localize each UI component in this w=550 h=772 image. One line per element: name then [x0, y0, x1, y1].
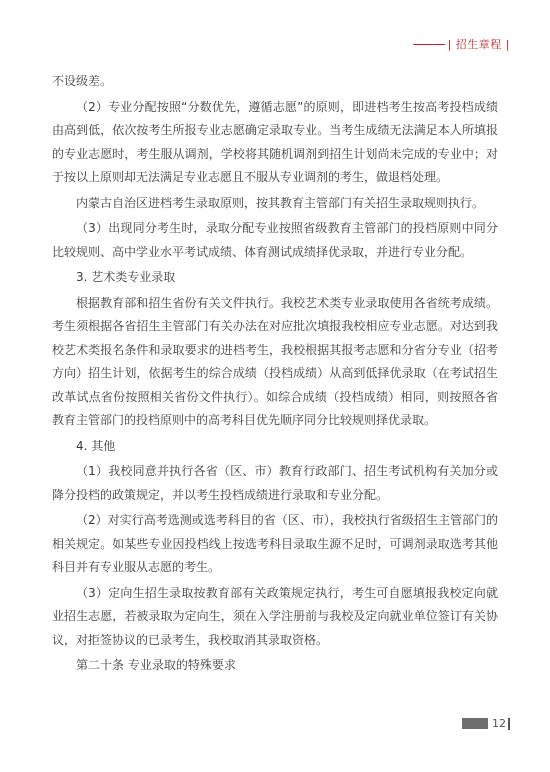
body-text — [52, 70, 498, 680]
section-heading-other: 4. 其他 — [76, 438, 116, 453]
running-header — [413, 36, 510, 52]
paragraph-art-admission: 根据教育部和招生省份有关文件执行。我校艺术类专业录取使用各省统考成绩。考生须根据各省招生主管部门有关办法在对应批次填报我校相应专业志愿。对达到我校艺术类报名条件和录取要求的进档考生，我校根据其报考志愿和分省分专业（招考方向）招生计划，依据考生的综合成绩（投档成绩）从高到低择优录取（在考试招生改革试点省份按照相关省份文件执行）。如综合成绩（投档成绩）相同，则按照各省教育主管部门的投档原则中的高考科目优先顺序同分比较规则择优录取。 — [52, 295, 498, 427]
paragraph-elective-subjects: （2）对实行高考选测或选考科目的省（区、市），我校执行省级招生主管部门的相关规定。如某些专业因投档线上按选考科目录取生源不足时，可调剂录取选考其他科目并有专业服从志愿的考生。 — [52, 513, 498, 574]
section-heading-art: 3. 艺术类专业录取 — [76, 270, 176, 284]
paragraph-inner-mongolia: 内蒙古自治区进档考生录取原则，按其教育主管部门有关招生录取规则执行。 — [76, 195, 485, 210]
header-label: | 招生章程 | — [447, 38, 510, 51]
article-heading-20: 第二十条 专业录取的特殊要求 — [76, 658, 236, 672]
paragraph-bonus-points: （1）我校同意并执行各省（区、市）教育行政部门、招生考试机构有关加分或降分投档的政策规定，并以考生投档成绩进行录取和专业分配。 — [52, 464, 498, 502]
paragraph-major-allocation: （2）专业分配按照“分数优先，遵循志愿”的原则，即进档考生按高考投档成绩由高到低，依次按考生所报专业志愿确定录取专业。当考生成绩无法满足本人所填报的专业志愿时，考生服从调剂，学校将其随机调剂到招生计划尚未完成的专业中；对于按以上原则却无法满足专业志愿且不服从专业调剂的考生，做退档处理。 — [52, 99, 498, 184]
footer-bar — [462, 718, 488, 729]
footer-tick — [508, 718, 510, 730]
paragraph-continuation: 不设级差。 — [52, 74, 113, 88]
header-rule — [413, 44, 445, 45]
paragraph-targeted-students: （3）定向生招生录取按教育部有关政策规定执行，考生可自愿填报我校定向就业招生志愿，若被录取为定向生，须在入学注册前与我校及定向就业单位签订有关协议，对拒签协议的已录考生，我校取消其录取资格。 — [52, 585, 498, 647]
page-footer — [462, 717, 510, 730]
page-number: 12 — [492, 717, 506, 730]
paragraph-tie-rule: （3）出现同分考生时，录取分配专业按照省级教育主管部门的投档原则中同分比较规则、高中学业水平考试成绩、体育测试成绩择优录取，并进行专业分配。 — [52, 221, 498, 259]
